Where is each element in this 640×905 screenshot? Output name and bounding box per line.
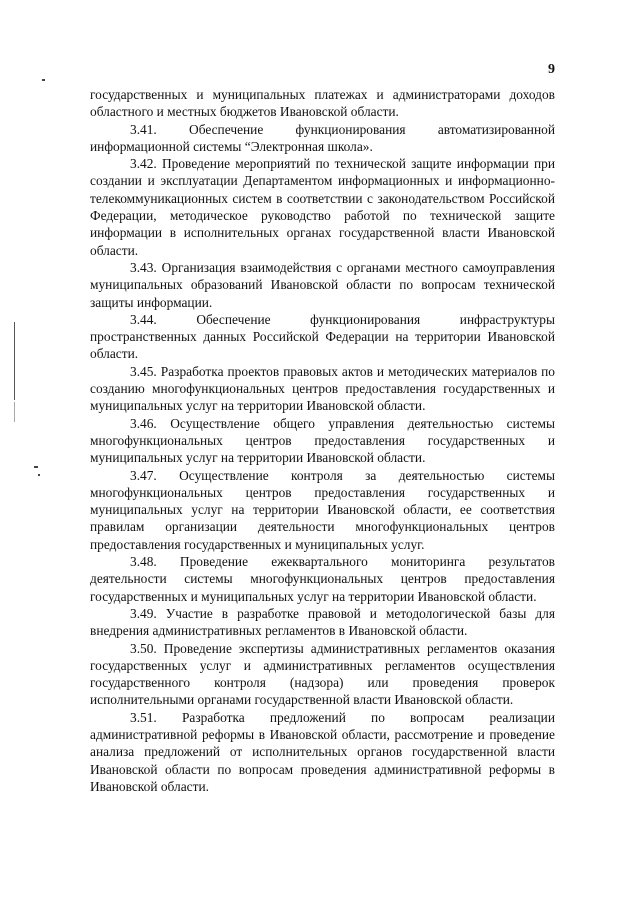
paragraph-3-42: 3.42. Проведение мероприятий по технической защите информации при создании и эксплуатации Департаментом информационных и информационно-телекоммуникационных систем в соответствии с законодательством Российской Федерации, методическое руководство работой по технической защите информации в исполнительных органах государственной власти Ивановской области. bbox=[90, 156, 555, 258]
paragraph-3-41: 3.41. Обеспечение функционирования автоматизированной информационной системы “Электронная школа». bbox=[90, 121, 555, 154]
page-number: 9 bbox=[548, 62, 555, 77]
paragraph-3-46: 3.46. Осуществление общего управления деятельностью системы многофункциональных центров предоставления государственных и муниципальных услуг на территории Ивановской области. bbox=[90, 415, 555, 466]
paragraph-3-47: 3.47. Осуществление контроля за деятельностью системы многофункциональных центров предоставления государственных и муниципальных услуг на территории Ивановской области, ее соответствия правилам организации деятельности многофункциональных центров предоставления государственных и муниципальных услуг. bbox=[90, 467, 555, 552]
paragraph-3-43: 3.43. Организация взаимодействия с органами местного самоуправления муниципальных образований Ивановской области по вопросам технической защиты информации. bbox=[90, 259, 555, 310]
paragraph-3-49: 3.49. Участие в разработке правовой и методологической базы для внедрения административных регламентов в Ивановской области. bbox=[90, 605, 555, 639]
document-body bbox=[90, 86, 555, 795]
paragraph-3-48: 3.48. Проведение ежеквартального мониторинга результатов деятельности системы многофункциональных центров предоставления государственных и муниципальных услуг на территории Ивановской области. bbox=[90, 554, 555, 604]
paragraph-3-44: 3.44. Обеспечение функционирования инфраструктуры пространственных данных Российской Федерации на территории Ивановской области. bbox=[90, 311, 555, 362]
scan-line bbox=[14, 402, 15, 422]
paragraph-3-45: 3.45. Разработка проектов правовых актов и методических материалов по созданию многофункциональных центров предоставления государственных и муниципальных услуг на территории Ивановской области. bbox=[90, 363, 555, 414]
paragraph-3-51: 3.51. Разработка предложений по вопросам реализации административной реформы в Ивановской области, рассмотрение и проведение анализа предложений от исполнительных органов государственной власти Ивановской области по вопросам проведения административной реформы в Ивановской области. bbox=[90, 709, 555, 794]
scan-mark bbox=[42, 79, 45, 81]
scan-mark bbox=[34, 466, 38, 468]
paragraph-continuation: государственных и муниципальных платежах и администраторами доходов областного и местных бюджетов Ивановской области. bbox=[90, 87, 555, 120]
paragraph-3-50: 3.50. Проведение экспертизы административных регламентов оказания государственных услуг и административных регламентов осуществления государственного контроля (надзора) или проведения проверок исполнительными органами государственной власти Ивановской области. bbox=[90, 640, 555, 708]
scan-line bbox=[14, 322, 15, 400]
scan-mark bbox=[38, 474, 40, 476]
